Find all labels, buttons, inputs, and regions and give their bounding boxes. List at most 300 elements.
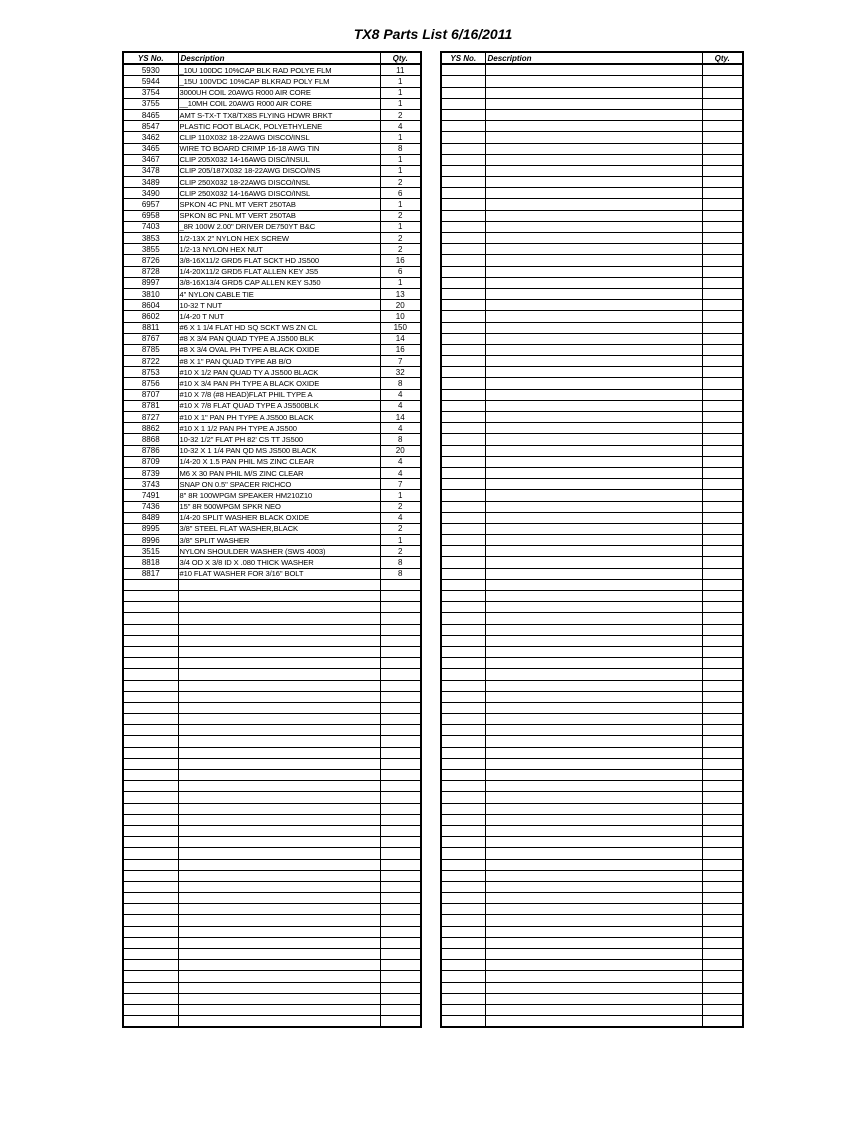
qty-cell — [702, 221, 743, 232]
ys-no-cell — [441, 635, 485, 646]
table-row — [123, 300, 421, 311]
table-row — [441, 423, 743, 434]
table-row — [441, 255, 743, 266]
qty-cell — [702, 322, 743, 333]
table-row — [441, 758, 743, 769]
description-cell — [178, 848, 380, 859]
qty-cell — [702, 367, 743, 378]
description-cell — [485, 837, 702, 848]
ys-no-cell — [441, 814, 485, 825]
qty-cell — [380, 937, 421, 948]
qty-cell: 2 — [380, 177, 421, 188]
qty-cell — [702, 266, 743, 277]
ys-no-cell — [123, 736, 178, 747]
ys-no-cell — [441, 87, 485, 98]
table-row — [441, 658, 743, 669]
qty-cell — [702, 714, 743, 725]
table-row — [123, 333, 421, 344]
description-cell — [485, 378, 702, 389]
table-row — [123, 960, 421, 971]
table-row — [123, 400, 421, 411]
table-row — [441, 344, 743, 355]
table-row — [123, 635, 421, 646]
table-row — [123, 870, 421, 881]
description-cell — [178, 781, 380, 792]
ys-no-cell: 8465 — [123, 109, 178, 120]
table-row — [441, 210, 743, 221]
ys-no-cell — [441, 859, 485, 870]
description-cell: 3/8" SPLIT WASHER — [178, 535, 380, 546]
description-cell — [485, 1004, 702, 1015]
qty-cell — [702, 412, 743, 423]
description-cell — [178, 926, 380, 937]
table-row — [441, 669, 743, 680]
qty-cell: 8 — [380, 143, 421, 154]
qty-cell — [702, 288, 743, 299]
qty-cell: 10 — [380, 311, 421, 322]
table-row — [441, 356, 743, 367]
description-cell — [178, 646, 380, 657]
ys-no-cell: 3810 — [123, 288, 178, 299]
ys-no-cell: 3462 — [123, 132, 178, 143]
qty-cell — [702, 747, 743, 758]
table-row — [123, 233, 421, 244]
description-cell — [485, 803, 702, 814]
description-cell: 1/4-20X11/2 GRD5 FLAT ALLEN KEY JS5 — [178, 266, 380, 277]
description-cell — [485, 98, 702, 109]
ys-no-cell — [123, 725, 178, 736]
table-row — [441, 904, 743, 915]
table-row — [123, 915, 421, 926]
qty-cell — [702, 300, 743, 311]
table-row — [123, 76, 421, 87]
description-cell — [485, 669, 702, 680]
description-cell — [485, 893, 702, 904]
qty-cell — [702, 512, 743, 523]
ys-no-cell — [441, 76, 485, 87]
table-row — [123, 501, 421, 512]
qty-cell: 2 — [380, 109, 421, 120]
description-cell — [178, 635, 380, 646]
qty-cell: 1 — [380, 87, 421, 98]
description-cell — [485, 412, 702, 423]
qty-cell: 4 — [380, 467, 421, 478]
description-cell — [178, 669, 380, 680]
description-cell — [485, 344, 702, 355]
ys-no-cell — [123, 646, 178, 657]
ys-no-cell — [441, 1016, 485, 1028]
description-cell — [485, 949, 702, 960]
table-row — [123, 87, 421, 98]
table-row — [123, 221, 421, 232]
qty-cell: 20 — [380, 300, 421, 311]
qty-header: Qty. — [702, 52, 743, 64]
description-cell — [178, 960, 380, 971]
table-row — [441, 367, 743, 378]
description-cell — [485, 188, 702, 199]
ys-no-cell: 3478 — [123, 165, 178, 176]
ys-no-cell — [441, 445, 485, 456]
table-row — [123, 143, 421, 154]
description-cell: PLASTIC FOOT BLACK, POLYETHYLENE — [178, 121, 380, 132]
description-cell: 3/8" STEEL FLAT WASHER,BLACK — [178, 523, 380, 534]
table-row — [441, 188, 743, 199]
description-cell — [485, 848, 702, 859]
ys-no-cell — [123, 691, 178, 702]
description-cell — [485, 154, 702, 165]
qty-cell — [702, 825, 743, 836]
description-cell — [485, 277, 702, 288]
ys-no-cell: 8996 — [123, 535, 178, 546]
table-row — [123, 837, 421, 848]
qty-cell — [380, 613, 421, 624]
description-cell — [178, 691, 380, 702]
table-row — [441, 646, 743, 657]
table-row — [441, 98, 743, 109]
table-row — [123, 602, 421, 613]
description-cell — [485, 691, 702, 702]
ys-no-header: YS No. — [441, 52, 485, 64]
ys-no-cell — [441, 825, 485, 836]
table-row — [123, 881, 421, 892]
description-cell — [178, 714, 380, 725]
ys-no-cell — [441, 221, 485, 232]
table-row — [123, 669, 421, 680]
qty-cell — [702, 859, 743, 870]
description-cell — [485, 646, 702, 657]
ys-no-cell — [441, 523, 485, 534]
ys-no-cell — [441, 311, 485, 322]
qty-cell: 1 — [380, 76, 421, 87]
table-row — [441, 680, 743, 691]
ys-no-cell — [441, 177, 485, 188]
ys-no-cell — [441, 993, 485, 1004]
qty-cell — [380, 993, 421, 1004]
qty-cell — [380, 915, 421, 926]
ys-no-cell — [123, 747, 178, 758]
table-row — [123, 770, 421, 781]
description-cell — [485, 1016, 702, 1028]
qty-cell — [702, 725, 743, 736]
ys-no-header: YS No. — [123, 52, 178, 64]
description-cell — [485, 747, 702, 758]
qty-cell — [380, 1016, 421, 1028]
description-cell — [485, 971, 702, 982]
ys-no-cell — [441, 725, 485, 736]
description-cell: 3/8-16X11/2 GRD5 FLAT SCKT HD JS500 — [178, 255, 380, 266]
table-row — [441, 814, 743, 825]
description-cell — [178, 1004, 380, 1015]
qty-cell — [380, 803, 421, 814]
ys-no-cell: 8785 — [123, 344, 178, 355]
description-cell — [178, 949, 380, 960]
qty-cell — [702, 64, 743, 76]
description-header: Description — [178, 52, 380, 64]
table-row — [441, 121, 743, 132]
table-row — [441, 456, 743, 467]
ys-no-cell — [441, 837, 485, 848]
qty-header: Qty. — [380, 52, 421, 64]
ys-no-cell — [441, 367, 485, 378]
qty-cell — [380, 658, 421, 669]
ys-no-cell — [441, 535, 485, 546]
table-row — [441, 266, 743, 277]
table-row — [123, 658, 421, 669]
qty-cell — [702, 535, 743, 546]
qty-cell — [702, 736, 743, 747]
qty-cell — [702, 132, 743, 143]
description-cell — [485, 624, 702, 635]
table-row — [441, 333, 743, 344]
ys-no-cell: 3490 — [123, 188, 178, 199]
description-cell: CLIP 205/187X032 18-22AWG DISCO/INS — [178, 165, 380, 176]
table-row — [123, 535, 421, 546]
description-cell — [485, 367, 702, 378]
ys-no-cell — [441, 344, 485, 355]
ys-no-cell: 8726 — [123, 255, 178, 266]
description-cell: CLIP 250X032 18-22AWG DISCO/INSL — [178, 177, 380, 188]
table-row — [123, 188, 421, 199]
table-row — [123, 132, 421, 143]
table-row — [123, 154, 421, 165]
qty-cell: 8 — [380, 557, 421, 568]
description-cell — [178, 859, 380, 870]
qty-cell — [380, 1004, 421, 1015]
table-row — [123, 1004, 421, 1015]
table-row — [441, 926, 743, 937]
table-row — [441, 949, 743, 960]
description-cell — [485, 825, 702, 836]
ys-no-cell — [123, 1004, 178, 1015]
table-row — [123, 557, 421, 568]
qty-cell — [380, 646, 421, 657]
ys-no-cell — [441, 64, 485, 76]
description-cell — [485, 221, 702, 232]
qty-cell — [702, 490, 743, 501]
description-cell — [178, 803, 380, 814]
ys-no-cell — [441, 624, 485, 635]
qty-cell: 1 — [380, 221, 421, 232]
table-row — [441, 993, 743, 1004]
description-cell — [485, 87, 702, 98]
table-row — [441, 803, 743, 814]
table-row — [441, 244, 743, 255]
qty-cell — [702, 87, 743, 98]
table-row — [123, 971, 421, 982]
table-row — [441, 523, 743, 534]
qty-cell: 1 — [380, 98, 421, 109]
qty-cell — [702, 881, 743, 892]
table-row — [123, 445, 421, 456]
qty-cell — [702, 277, 743, 288]
description-cell — [178, 1016, 380, 1028]
table-row — [123, 792, 421, 803]
qty-cell: 4 — [380, 512, 421, 523]
ys-no-cell — [441, 971, 485, 982]
table-row — [441, 467, 743, 478]
qty-cell — [380, 814, 421, 825]
qty-cell — [380, 714, 421, 725]
table-row — [441, 893, 743, 904]
table-row — [123, 389, 421, 400]
table-row — [441, 512, 743, 523]
table-row — [123, 579, 421, 590]
description-cell — [485, 792, 702, 803]
description-cell: NYLON SHOULDER WASHER (SWS 4003) — [178, 546, 380, 557]
description-cell — [485, 333, 702, 344]
ys-no-cell — [441, 557, 485, 568]
ys-no-cell: 8722 — [123, 356, 178, 367]
ys-no-cell — [441, 781, 485, 792]
qty-cell — [702, 568, 743, 579]
description-cell — [485, 714, 702, 725]
description-header: Description — [485, 52, 702, 64]
qty-cell — [380, 971, 421, 982]
description-cell — [485, 199, 702, 210]
ys-no-cell — [441, 143, 485, 154]
parts-table-right-body — [441, 64, 743, 1027]
table-row — [441, 591, 743, 602]
qty-cell: 14 — [380, 412, 421, 423]
description-cell — [178, 725, 380, 736]
qty-cell — [702, 926, 743, 937]
table-row — [441, 702, 743, 713]
table-row — [123, 736, 421, 747]
description-cell — [178, 579, 380, 590]
qty-cell — [702, 792, 743, 803]
ys-no-cell — [123, 613, 178, 624]
qty-cell — [380, 859, 421, 870]
qty-cell — [702, 400, 743, 411]
qty-cell: 2 — [380, 546, 421, 557]
ys-no-cell — [123, 781, 178, 792]
page-title: TX8 Parts List 6/16/2011 — [353, 26, 513, 42]
table-row — [441, 624, 743, 635]
table-row — [123, 725, 421, 736]
ys-no-cell: 3467 — [123, 154, 178, 165]
ys-no-cell: 7436 — [123, 501, 178, 512]
ys-no-cell — [441, 467, 485, 478]
table-row — [441, 747, 743, 758]
qty-cell — [702, 837, 743, 848]
table-row — [123, 244, 421, 255]
qty-cell — [380, 949, 421, 960]
qty-cell — [702, 781, 743, 792]
ys-no-cell: 3465 — [123, 143, 178, 154]
ys-no-cell — [123, 669, 178, 680]
description-cell: 1/4-20 T NUT — [178, 311, 380, 322]
qty-cell — [702, 76, 743, 87]
table-row — [123, 121, 421, 132]
description-cell — [178, 837, 380, 848]
qty-cell — [702, 949, 743, 960]
description-cell — [485, 400, 702, 411]
qty-cell — [702, 770, 743, 781]
description-cell: _8R 100W 2.00" DRIVER DE750YT B&C — [178, 221, 380, 232]
table-row — [123, 356, 421, 367]
ys-no-cell — [123, 893, 178, 904]
description-cell: 1/4-20 SPLIT WASHER BLACK OXIDE — [178, 512, 380, 523]
description-cell: __10MH COIL 20AWG R000 AIR CORE — [178, 98, 380, 109]
ys-no-cell — [441, 199, 485, 210]
qty-cell — [702, 691, 743, 702]
description-cell — [178, 893, 380, 904]
qty-cell — [702, 982, 743, 993]
table-row — [123, 702, 421, 713]
table-row — [441, 837, 743, 848]
qty-cell — [702, 523, 743, 534]
header-row — [441, 52, 743, 64]
description-cell — [485, 490, 702, 501]
qty-cell: 32 — [380, 367, 421, 378]
header-row — [123, 52, 421, 64]
ys-no-cell — [123, 591, 178, 602]
table-row — [441, 960, 743, 971]
qty-cell: 2 — [380, 523, 421, 534]
ys-no-cell — [441, 680, 485, 691]
table-row — [441, 143, 743, 154]
ys-no-cell — [123, 680, 178, 691]
ys-no-cell — [123, 758, 178, 769]
qty-cell — [702, 680, 743, 691]
description-cell: 3/4 OD X 3/8 ID X .080 THICK WASHER — [178, 557, 380, 568]
qty-cell: 6 — [380, 188, 421, 199]
description-cell — [485, 76, 702, 87]
description-cell — [485, 423, 702, 434]
qty-cell — [702, 557, 743, 568]
description-cell — [485, 300, 702, 311]
parts-table-right — [440, 51, 744, 1028]
table-row — [441, 937, 743, 948]
table-row — [123, 177, 421, 188]
description-cell — [178, 736, 380, 747]
table-row — [123, 591, 421, 602]
qty-cell — [702, 613, 743, 624]
ys-no-cell — [123, 803, 178, 814]
table-row — [441, 434, 743, 445]
table-row — [441, 635, 743, 646]
description-cell: #10 X 7/8 (#8 HEAD)FLAT PHIL TYPE A — [178, 389, 380, 400]
table-row — [441, 221, 743, 232]
ys-no-cell: 3755 — [123, 98, 178, 109]
ys-no-cell: 8781 — [123, 400, 178, 411]
table-row — [441, 579, 743, 590]
table-row — [123, 378, 421, 389]
table-row — [123, 613, 421, 624]
table-row — [441, 825, 743, 836]
ys-no-cell: 8995 — [123, 523, 178, 534]
ys-no-cell — [441, 512, 485, 523]
ys-no-cell: 3489 — [123, 177, 178, 188]
description-cell — [485, 736, 702, 747]
qty-cell — [380, 870, 421, 881]
ys-no-cell — [441, 154, 485, 165]
table-row — [441, 982, 743, 993]
description-cell — [485, 356, 702, 367]
description-cell — [485, 859, 702, 870]
ys-no-cell — [441, 982, 485, 993]
ys-no-cell — [441, 602, 485, 613]
ys-no-cell — [441, 98, 485, 109]
ys-no-cell — [123, 904, 178, 915]
description-cell — [178, 613, 380, 624]
ys-no-cell — [441, 960, 485, 971]
description-cell — [485, 535, 702, 546]
qty-cell: 8 — [380, 378, 421, 389]
description-cell — [485, 702, 702, 713]
description-cell — [485, 501, 702, 512]
description-cell — [178, 904, 380, 915]
